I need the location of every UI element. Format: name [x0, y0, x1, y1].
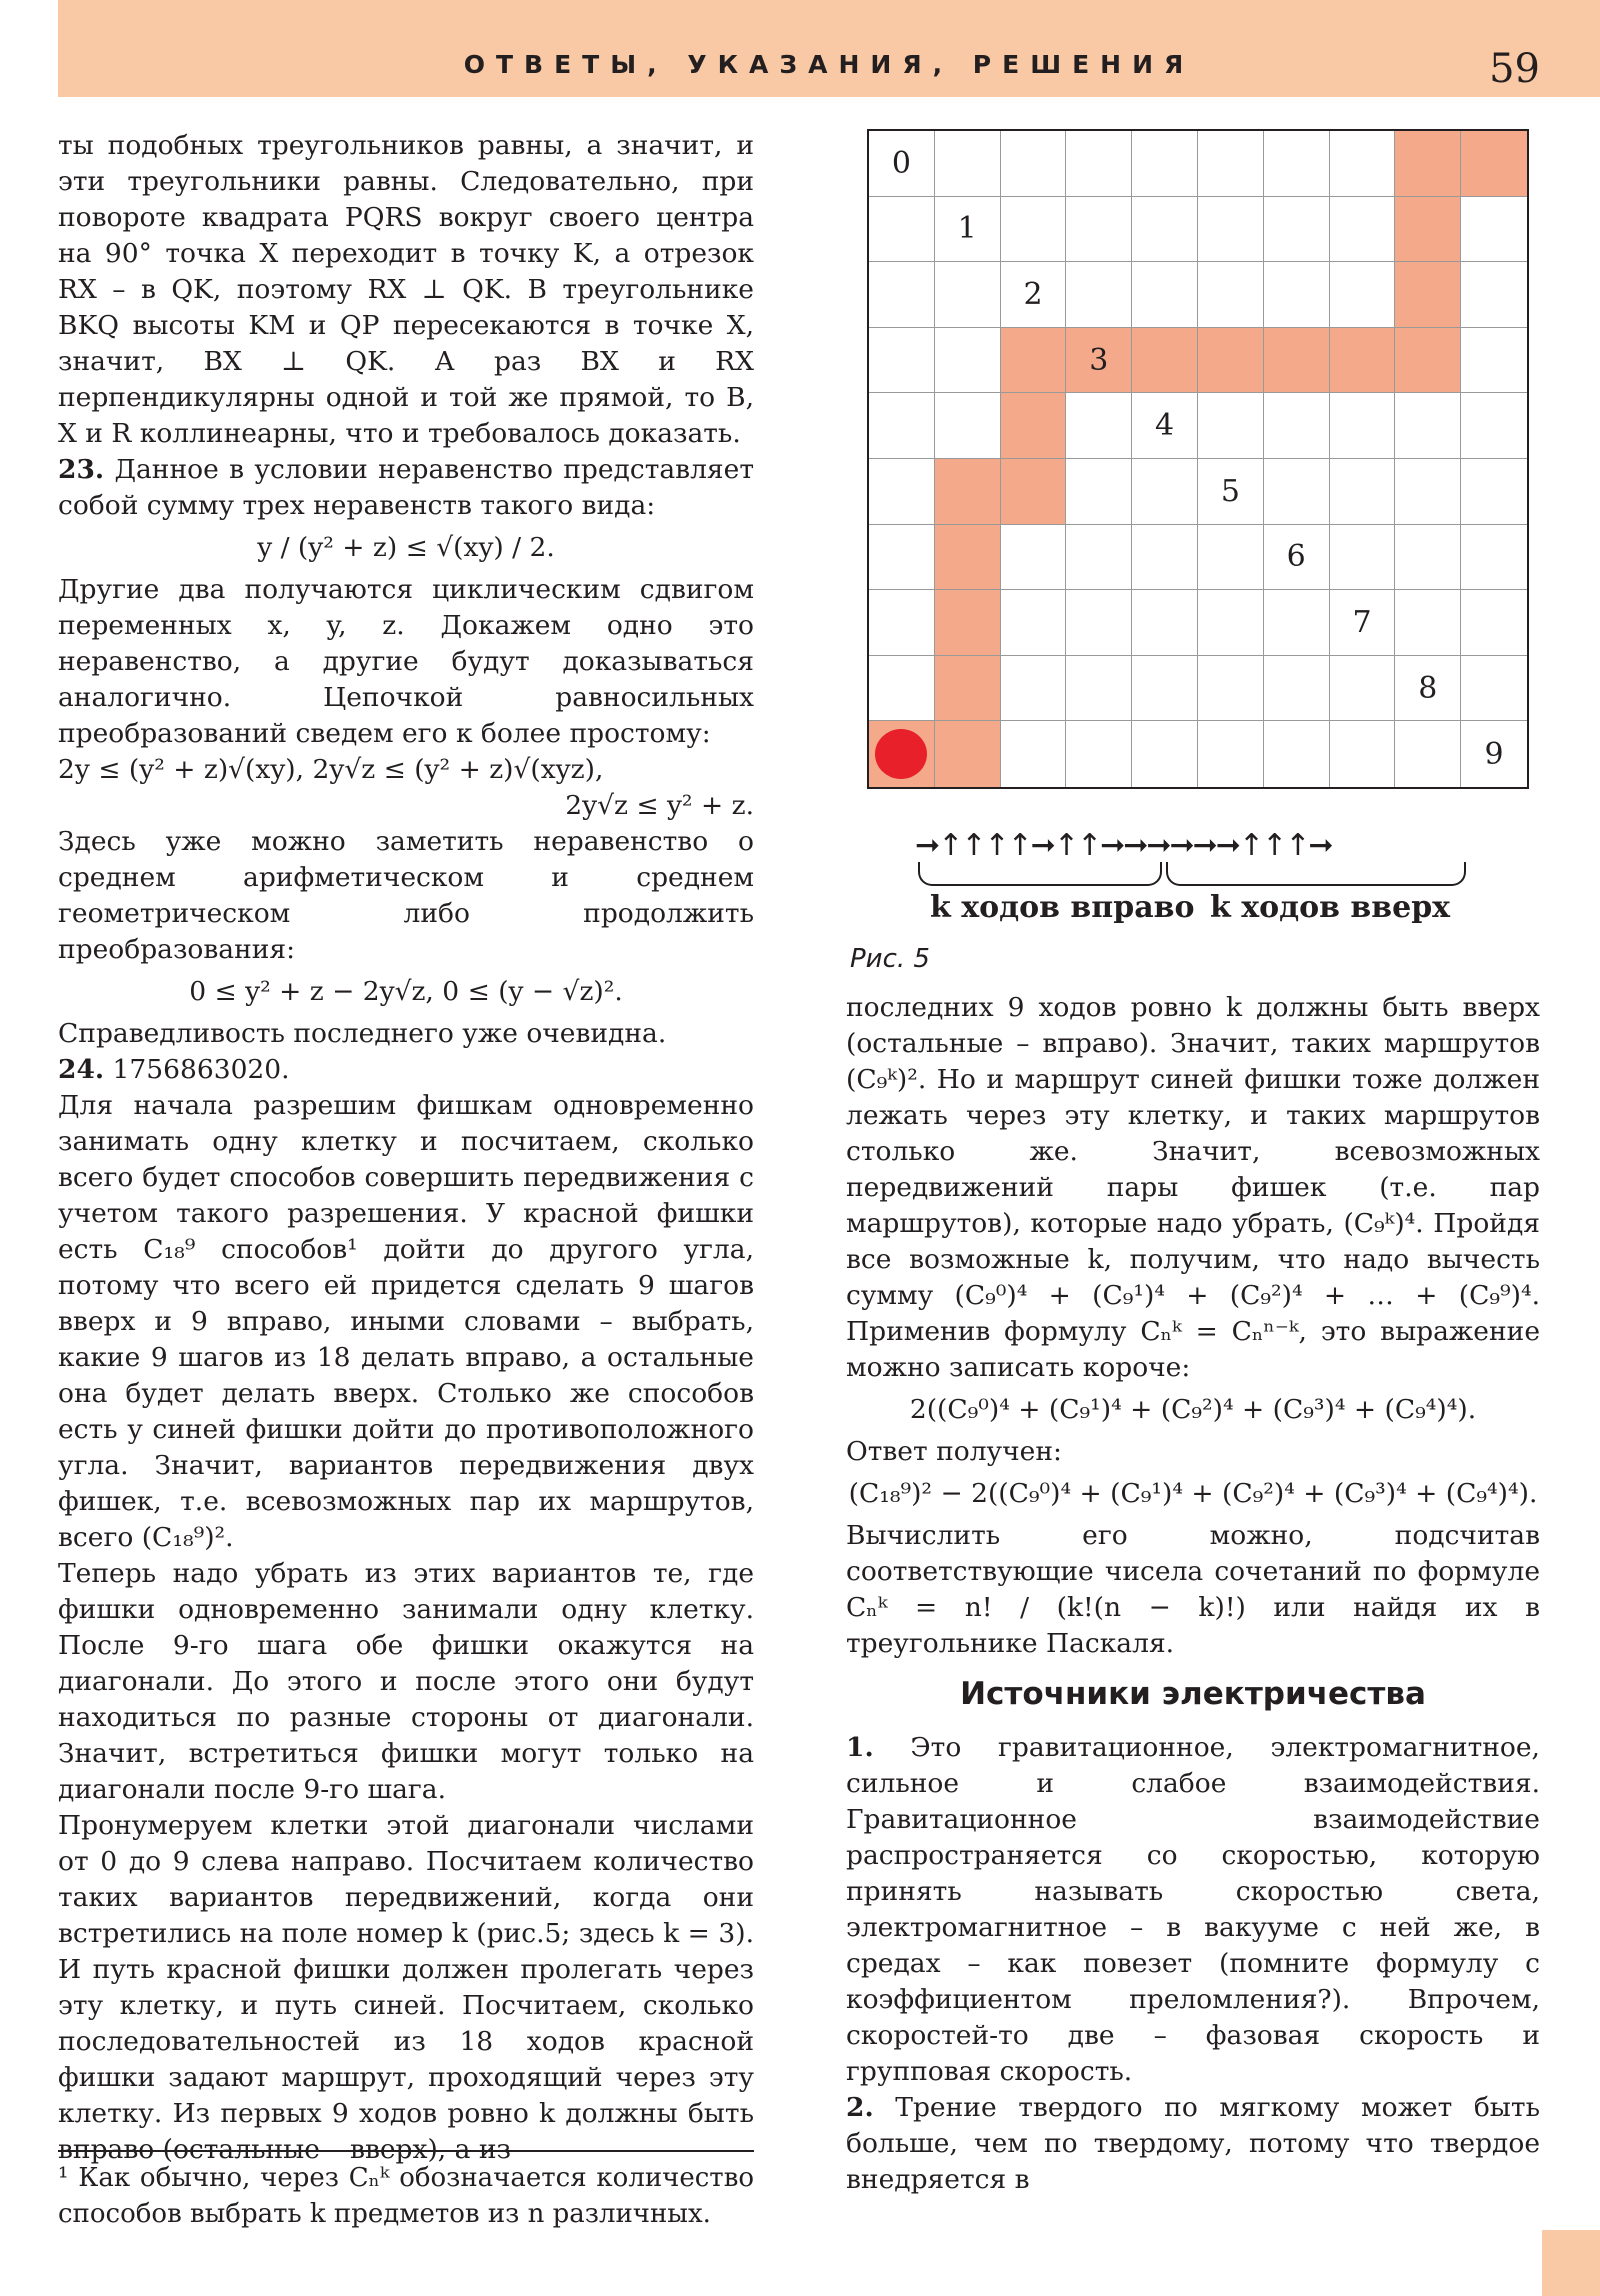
grid-cell	[1198, 459, 1264, 525]
grid-cell	[1395, 459, 1461, 525]
question-number: 2.	[846, 2092, 874, 2123]
grid-cell	[935, 656, 1001, 722]
paragraph: Это гравитационное, электромагнитное, сильное и слабое взаимодействия. Гравитационное взаимодействие распространяется со скоростью, которую принять называть скоростью света, электромагнитное – в вакууме с ней же, в средах – как повезет (помните формулу с коэффициентом преломления?). Впрочем, скоростей-то две – фазовая скорость и групповая скорость.	[846, 1732, 1540, 2087]
grid-cell	[1066, 721, 1132, 787]
grid-cell	[869, 393, 935, 459]
grid-cell	[1132, 393, 1198, 459]
grid-cell	[1264, 328, 1330, 394]
question-2	[846, 2090, 1540, 2198]
grid-cell	[1132, 262, 1198, 328]
diagonal-label: 8	[1418, 670, 1438, 706]
answer: 1756863020.	[112, 1054, 290, 1085]
problem-number: 23.	[58, 454, 105, 485]
grid-cell	[1001, 590, 1067, 656]
grid-cell	[1330, 328, 1396, 394]
paragraph: Трение твердого по мягкому может быть больше, чем по твердому, потому что твердое внедряется в	[846, 2092, 1540, 2195]
grid-cell	[1330, 525, 1396, 591]
grid-cell	[1264, 262, 1330, 328]
grid-cell	[1461, 393, 1527, 459]
grid-cell	[1395, 721, 1461, 787]
grid-cell	[1461, 590, 1527, 656]
grid-cell	[1395, 197, 1461, 263]
grid-cell	[935, 590, 1001, 656]
left-column	[58, 128, 754, 2168]
question-number: 1.	[846, 1732, 874, 1763]
grid-cell	[1330, 656, 1396, 722]
grid-cell	[1395, 525, 1461, 591]
paragraph: Другие два получаются циклическим сдвигом переменных x, y, z. Докажем одно это неравенство, а другие будут доказываться аналогично. Цепочкой равносильных преобразований сведем его к более простому:	[58, 574, 754, 749]
grid-cell	[1132, 197, 1198, 263]
paragraph: последних 9 ходов ровно k должны быть вверх (остальные – вправо). Значит, таких маршрутов (C₉ᵏ)². Но и маршрут синей фишки тоже должен лежать через эту клетку, и таких маршрутов столько же. Значит, всевозможных передвижений пары фишек (т.е. пар маршрутов), которые надо убрать, (C₉ᵏ)⁴. Пройдя все возможные k, получим, что надо вычесть сумму (C₉⁰)⁴ + (C₉¹)⁴ + (C₉²)⁴ + … + (C₉⁹)⁴. Применив формулу Cₙᵏ = Cₙⁿ⁻ᵏ, это выражение можно записать короче:	[846, 992, 1540, 1383]
brace-right	[1166, 862, 1466, 886]
grid-cell	[1198, 525, 1264, 591]
grid-cell	[1198, 197, 1264, 263]
grid-cell	[1066, 590, 1132, 656]
grid-cell	[935, 393, 1001, 459]
grid-cell	[869, 262, 935, 328]
grid-cell	[1066, 328, 1132, 394]
grid-cell	[1132, 459, 1198, 525]
formula: (C₁₈⁹)² − 2((C₉⁰)⁴ + (C₉¹)⁴ + (C₉²)⁴ + (C₉³)⁴ + (C₉⁴)⁴).	[848, 1478, 1538, 1509]
grid-cell	[935, 131, 1001, 197]
grid-cell	[1132, 525, 1198, 591]
move-sequence	[915, 828, 1331, 863]
brace-right-label: k ходов вверх	[1210, 890, 1451, 925]
grid-cell	[869, 590, 935, 656]
grid-cell	[935, 328, 1001, 394]
grid-cell	[1001, 459, 1067, 525]
grid-cell	[1001, 656, 1067, 722]
grid-cell	[1330, 590, 1396, 656]
grid-cell	[1461, 656, 1527, 722]
grid-cell	[935, 459, 1001, 525]
grid-cell	[1395, 328, 1461, 394]
grid-cell	[1001, 131, 1067, 197]
grid-cell	[869, 721, 935, 787]
paragraph: Вычислить его можно, подсчитав соответствующие чиcела сочетаний по формуле Cₙᵏ = n! / (k!(n − k)!) или найдя их в треугольнике Паскаля.	[846, 1520, 1540, 1659]
grid-cell	[1066, 262, 1132, 328]
grid-cell	[1330, 393, 1396, 459]
grid-cell	[1066, 525, 1132, 591]
paragraph: Справедливость последнего уже очевидна.	[58, 1018, 667, 1049]
grid-cell	[1066, 459, 1132, 525]
grid-cell	[1395, 590, 1461, 656]
grid-cell	[1198, 590, 1264, 656]
grid-cell	[1330, 262, 1396, 328]
grid-cell	[935, 525, 1001, 591]
grid-cell	[1264, 656, 1330, 722]
figure-caption: Рис. 5	[850, 944, 930, 974]
grid-cell	[1066, 197, 1132, 263]
path-grid-figure	[867, 129, 1529, 789]
grid-cell	[1132, 590, 1198, 656]
grid-cell	[1330, 721, 1396, 787]
grid-cell	[1330, 197, 1396, 263]
grid-cell	[869, 197, 935, 263]
diagonal-label: 1	[957, 211, 977, 247]
grid-cell	[869, 656, 935, 722]
formula: y / (y² + z) ≤ √(xy) / 2.	[257, 532, 555, 563]
grid-cell	[935, 262, 1001, 328]
grid-cell	[935, 721, 1001, 787]
diagonal-label: 6	[1286, 539, 1306, 575]
paragraph: Пронумеруем клетки этой диагонали числами от 0 до 9 слева направо. Посчитаем количество таких вариантов передвижений, когда они встретились на поле номер k (рис.5; здесь k = 3). И путь красной фишки должен пролегать через эту клетку, и путь синей. Посчитаем, сколько последовательностей из 18 ходов красной фишки задают маршрут, проходящий через эту клетку. Из первых 9 ходов ровно k должны быть вправо (остальные – вверх), а из	[58, 1810, 754, 2165]
page-edge-tab	[1542, 2230, 1600, 2296]
grid-cell	[1132, 656, 1198, 722]
formula: 2y√z ≤ y² + z.	[565, 790, 754, 821]
footnote-divider	[58, 2150, 754, 2152]
grid-cell	[1461, 721, 1527, 787]
grid-cell	[1132, 131, 1198, 197]
section-heading: Источники электричества	[960, 1676, 1426, 1712]
right-column	[846, 990, 1540, 2198]
grid-cell	[1001, 262, 1067, 328]
grid-cell	[935, 197, 1001, 263]
grid-cell	[1330, 131, 1396, 197]
question-1	[846, 1730, 1540, 2090]
grid-cell	[1132, 721, 1198, 787]
diagonal-label: 7	[1352, 604, 1372, 640]
grid-cell	[1198, 328, 1264, 394]
formula: 0 ≤ y² + z − 2y√z, 0 ≤ (y − √z)².	[189, 976, 623, 1007]
paragraph: ты подобных треугольников равны, а значит, и эти треугольники равны. Следовательно, при повороте квадрата PQRS вокруг своего центра на 90° точка X переходит в точку K, а отрезок RX – в QK, поэтому RX ⊥ QK. В треугольнике BKQ высоты KM и QP пересекаются в точке X, значит, BX ⊥ QK. А раз BX и RX перпендикулярны одной и той же прямой, то B, X и R коллинеарны, что и требовалось доказать.	[58, 130, 754, 449]
grid-cell	[1264, 131, 1330, 197]
grid-cell	[1264, 525, 1330, 591]
grid-cell	[1395, 131, 1461, 197]
diagonal-label: 2	[1023, 276, 1043, 312]
grid-cell	[1001, 721, 1067, 787]
diagonal-label: 4	[1155, 408, 1175, 444]
grid-cell	[1461, 459, 1527, 525]
brace-left	[918, 862, 1162, 886]
moves-first-half: ➞↑↑↑↑➞↑↑➞	[915, 828, 1124, 863]
grid-cell	[1461, 328, 1527, 394]
grid-cell	[1395, 656, 1461, 722]
paragraph: Ответ получен:	[846, 1436, 1062, 1467]
grid-cell	[1198, 262, 1264, 328]
grid-cell	[1264, 197, 1330, 263]
diagonal-label: 0	[891, 145, 911, 181]
grid-cell	[1461, 131, 1527, 197]
moves-second-half: ➞➞➞➞➞↑↑↑➞	[1123, 828, 1332, 863]
grid-cell	[1330, 459, 1396, 525]
grid-cell	[1066, 393, 1132, 459]
paragraph: Здесь уже можно заметить неравенство о среднем арифметическом и среднем геометрическом либо продолжить преобразования:	[58, 826, 754, 965]
page-number: 59	[1489, 46, 1540, 92]
diagonal-label: 5	[1220, 473, 1240, 509]
problem-23	[58, 452, 754, 524]
paragraph: Данное в условии неравенство представляет собой сумму трех неравенств такого вида:	[58, 454, 754, 521]
grid-cell	[1264, 393, 1330, 459]
problem-number: 24.	[58, 1054, 105, 1085]
grid-cell	[1264, 721, 1330, 787]
grid-cell	[1001, 328, 1067, 394]
grid-cell	[1264, 590, 1330, 656]
grid-cell	[1001, 525, 1067, 591]
grid-cell	[1066, 131, 1132, 197]
formula: 2((C₉⁰)⁴ + (C₉¹)⁴ + (C₉²)⁴ + (C₉³)⁴ + (C₉⁴)⁴).	[909, 1394, 1477, 1425]
paragraph: Теперь надо убрать из этих вариантов те, где фишки одновременно занимали одну клетку. После 9-го шага обе фишки окажутся на диагонали. До этого и после этого они будут находиться по разные стороны от диагонали. Значит, встретиться фишки могут только на диагонали после 9-го шага.	[58, 1558, 754, 1805]
grid-cell	[1198, 393, 1264, 459]
grid-cell	[1461, 197, 1527, 263]
grid-cell	[1132, 328, 1198, 394]
grid-cell	[1461, 262, 1527, 328]
grid-cell	[1264, 459, 1330, 525]
grid-cell	[1461, 525, 1527, 591]
red-chip	[875, 729, 927, 779]
grid-cell	[869, 459, 935, 525]
grid-cell	[1198, 656, 1264, 722]
grid-cell	[869, 131, 935, 197]
formula: 2y ≤ (y² + z)√(xy), 2y√z ≤ (y² + z)√(xyz),	[58, 754, 604, 785]
problem-24	[58, 1052, 754, 1088]
grid-cell	[1395, 262, 1461, 328]
grid-cell	[1001, 393, 1067, 459]
grid-cell	[1001, 197, 1067, 263]
header-title: ОТВЕТЫ, УКАЗАНИЯ, РЕШЕНИЯ	[463, 50, 1195, 79]
grid-cell	[1198, 131, 1264, 197]
grid-cell	[1198, 721, 1264, 787]
grid-cell	[869, 328, 935, 394]
grid-cell	[1066, 656, 1132, 722]
diagonal-label: 3	[1089, 342, 1109, 378]
running-header	[58, 0, 1600, 97]
diagonal-label: 9	[1484, 736, 1504, 772]
brace-left-label: k ходов вправо	[930, 890, 1195, 925]
paragraph: Для начала разрешим фишкам одновременно занимать одну клетку и посчитаем, сколько всего будет способов совершить передвижения с учетом такого разрешения. У красной фишки есть C₁₈⁹ способов¹ дойти до другого угла, потому что всего ей придется сделать 9 шагов вверх и 9 вправо, иными словами – выбрать, какие 9 шагов из 18 делать вправо, а остальные она будет делать вверх. Столько же способов есть у синей фишки дойти до противоположного угла. Значит, вариантов передвижения двух фишек, т.е. всевозможных пар их маршрутов, всего (C₁₈⁹)².	[58, 1090, 754, 1553]
grid-cell	[869, 525, 935, 591]
footnote: ¹ Как обычно, через Cₙᵏ обозначается количество способов выбрать k предметов из n различных.	[58, 2163, 754, 2229]
grid-cell	[1395, 393, 1461, 459]
